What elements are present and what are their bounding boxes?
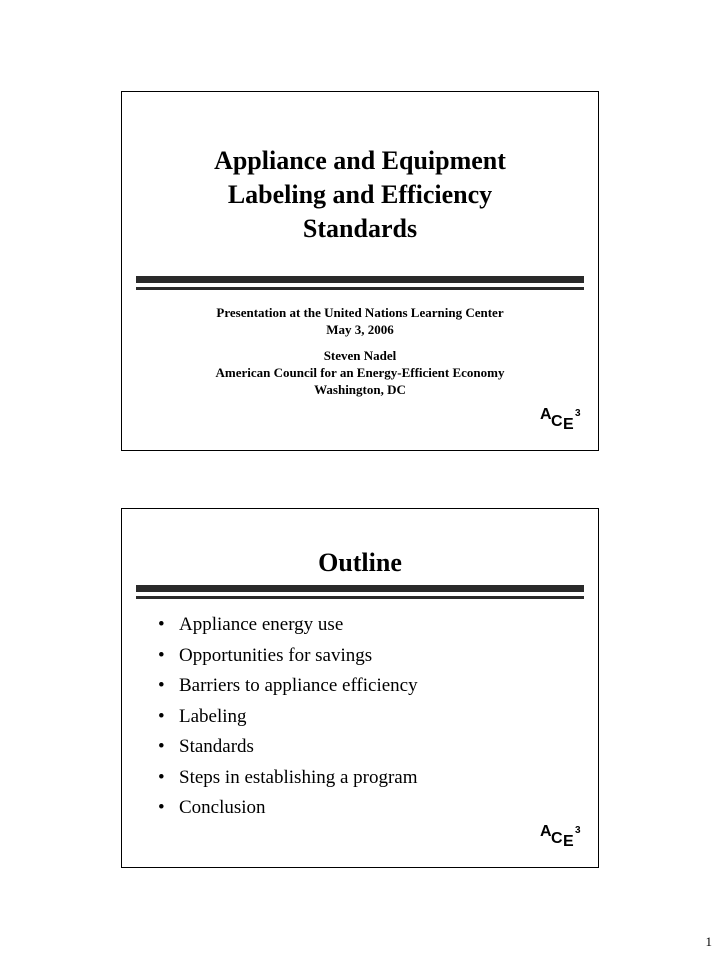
event-line: Presentation at the United Nations Learning Center [216, 305, 504, 320]
slide-outline [121, 508, 599, 868]
list-item: • Labeling [158, 702, 418, 733]
logo-letter: E [563, 416, 574, 430]
aceee-logo-icon [540, 821, 584, 847]
list-item: • Conclusion [158, 793, 418, 824]
bullet-icon: • [158, 705, 165, 727]
event-date: May 3, 2006 [326, 322, 394, 337]
slide-title-heading [122, 144, 598, 246]
outline-list [158, 610, 418, 824]
list-item: • Opportunities for savings [158, 641, 418, 672]
presentation-info [122, 304, 598, 398]
logo-letter: C [551, 413, 563, 430]
title-line: Appliance and Equipment [214, 146, 506, 175]
logo-letter: C [551, 830, 563, 847]
bullet-icon: • [158, 736, 165, 757]
divider-thick [136, 276, 584, 283]
title-line: Labeling and Efficiency [227, 180, 493, 209]
author-location: Washington, DC [314, 382, 406, 397]
bullet-icon: • [158, 614, 165, 635]
logo-letter: 3 [575, 825, 581, 836]
aceee-logo-icon [540, 404, 584, 430]
author-name: Steven Nadel [323, 348, 397, 363]
page-number: 1 [705, 934, 712, 949]
divider-thick [136, 585, 584, 592]
list-item: • Barriers to appliance efficiency [158, 671, 418, 702]
list-item: • Appliance energy use [158, 610, 418, 641]
list-item: • Standards [158, 732, 418, 763]
bullet-icon: • [158, 644, 165, 666]
bullet-icon: • [158, 766, 165, 788]
divider-thin [136, 596, 584, 599]
slide-outline-heading: Outline [318, 548, 402, 577]
slide-title [121, 91, 599, 451]
title-line: Standards [302, 214, 418, 243]
divider-thin [136, 287, 584, 290]
logo-letter: E [563, 833, 574, 847]
bullet-icon: • [158, 675, 165, 696]
logo-letter: A [540, 406, 552, 423]
author-organization: American Council for an Energy-Efficient Economy [215, 365, 505, 380]
list-item: • Steps in establishing a program [158, 763, 418, 794]
bullet-icon: • [158, 797, 165, 818]
logo-letter: 3 [575, 408, 581, 419]
logo-letter: A [540, 823, 552, 840]
